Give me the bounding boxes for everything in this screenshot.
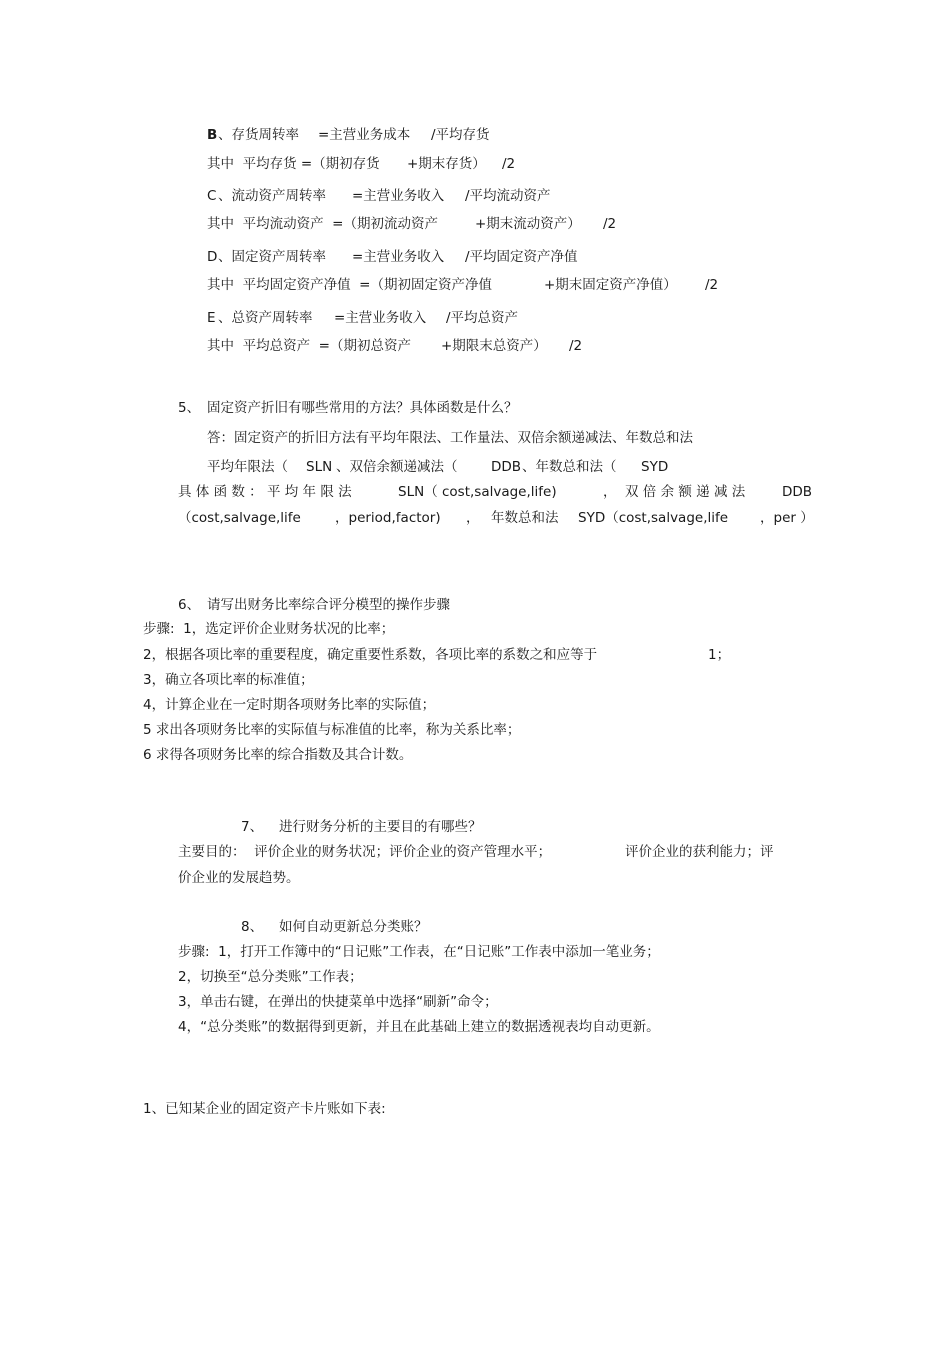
q6-step-6: 6 求得各项财务比率的综合指数及其合计数。 [143, 747, 413, 763]
ratio-letter-b: B [207, 127, 218, 143]
sub-a-b: 其中 平均存货 =（期初存货 [207, 156, 380, 172]
q6-step-2-value: 1； [708, 647, 731, 663]
q6-title: 请写出财务比率综合评分模型的操作步骤 [207, 597, 450, 613]
q5-title: 固定资产折旧有哪些常用的方法？具体函数是什么？ [207, 400, 518, 416]
q5-func-ddb-label: 双 倍 余 额 递 减 法 [625, 484, 746, 500]
ratio-name-b: 、存货周转率 [218, 127, 299, 143]
ratio-eq-c: =主营业务收入 [352, 188, 445, 204]
q5-func-sln: SLN（ cost,salvage,life) [398, 484, 557, 500]
sub-c-d: /2 [705, 277, 719, 293]
ratio-name-d: 、固定资产周转率 [218, 249, 326, 265]
q5-func-syd-args: ，per ） [760, 510, 814, 526]
q5-func-sep2: ， [466, 510, 480, 526]
q8-step-3: 3，单击右键，在弹出的快捷菜单中选择“刷新”命令； [178, 994, 498, 1010]
q8-number: 8、 [241, 919, 264, 935]
ratio-div-b: /平均存货 [431, 127, 490, 143]
q5-number: 5、 [178, 400, 201, 416]
q5-func-label: 具 体 函 数 ： 平 均 年 限 法 [178, 484, 352, 500]
final-question: 1、已知某企业的固定资产卡片账如下表: [143, 1101, 386, 1117]
sub-c-e: /2 [569, 338, 583, 354]
q6-step-5: 5 求出各项财务比率的实际值与标准值的比率，称为关系比率； [143, 722, 521, 738]
q7-answer-line2: 价企业的发展趋势。 [178, 870, 300, 886]
ratio-name-e: 、总资产周转率 [218, 310, 313, 326]
sub-c-c: /2 [603, 216, 617, 232]
q5-method-syd-label: 、年数总和法（ [522, 459, 617, 475]
sub-b-b: +期末存货） [407, 156, 486, 172]
q5-func-ddb-args1: （cost,salvage,life [178, 510, 301, 526]
ratio-letter-e: E [207, 310, 216, 326]
ratio-eq-b: =主营业务成本 [318, 127, 411, 143]
ratio-div-e: /平均总资产 [446, 310, 519, 326]
q5-method-syd: SYD [641, 459, 669, 475]
q5-func-syd-label: 年数总和法 [491, 510, 559, 526]
q7-title: 进行财务分析的主要目的有哪些？ [279, 819, 482, 835]
ratio-eq-e: =主营业务收入 [334, 310, 427, 326]
q5-method-ddb: DDB [491, 459, 522, 475]
sub-b-d: +期末固定资产净值） [544, 277, 677, 293]
q5-method-sln: SLN [306, 459, 333, 475]
ratio-div-d: /平均固定资产净值 [465, 249, 578, 265]
sub-b-e: +期限末总资产） [441, 338, 547, 354]
sub-b-c: +期末流动资产） [475, 216, 581, 232]
q6-step-4: 4，计算企业在一定时期各项财务比率的实际值； [143, 697, 436, 713]
q6-number: 6、 [178, 597, 201, 613]
q7-answer-line1b: 评价企业的获利能力；评 [625, 844, 774, 860]
q8-step-1: 步骤: 1，打开工作簿中的“日记账”工作表，在“日记账”工作表中添加一笔业务； [178, 944, 660, 960]
q5-func-sep1: ， [603, 484, 617, 500]
ratio-name-c: 、流动资产周转率 [218, 188, 326, 204]
q5-func-ddb-args2: ，period,factor) [335, 510, 441, 526]
ratio-letter-c: C [207, 188, 217, 204]
q8-title: 如何自动更新总分类账？ [279, 919, 428, 935]
q5-method-sln-label: 平均年限法（ [207, 459, 288, 475]
ratio-div-c: /平均流动资产 [465, 188, 551, 204]
ratio-eq-d: =主营业务收入 [352, 249, 445, 265]
q5-answer: 答：固定资产的折旧方法有平均年限法、工作量法、双倍余额递减法、年数总和法 [207, 430, 693, 446]
q6-step-2: 2，根据各项比率的重要程度，确定重要性系数，各项比率的系数之和应等于 [143, 647, 598, 663]
q5-func-syd: SYD（cost,salvage,life [578, 510, 729, 526]
q7-number: 7、 [241, 819, 264, 835]
q6-step-1: 步骤: 1，选定评价企业财务状况的比率； [143, 621, 395, 637]
sub-a-c: 其中 平均流动资产 =（期初流动资产 [207, 216, 438, 232]
q5-func-ddb: DDB [782, 484, 813, 500]
q5-method-ddb-label: 、双倍余额递减法（ [336, 459, 458, 475]
q7-answer-line1: 主要目的： 评价企业的财务状况；评价企业的资产管理水平； [178, 844, 552, 860]
q8-step-2: 2，切换至“总分类账”工作表； [178, 969, 363, 985]
sub-a-d: 其中 平均固定资产净值 =（期初固定资产净值 [207, 277, 492, 293]
sub-a-e: 其中 平均总资产 =（期初总资产 [207, 338, 411, 354]
ratio-letter-d: D [207, 249, 218, 265]
q6-step-3: 3，确立各项比率的标准值； [143, 672, 314, 688]
sub-c-b: /2 [502, 156, 516, 172]
q8-step-4: 4，“总分类账”的数据得到更新，并且在此基础上建立的数据透视表均自动更新。 [178, 1019, 660, 1035]
